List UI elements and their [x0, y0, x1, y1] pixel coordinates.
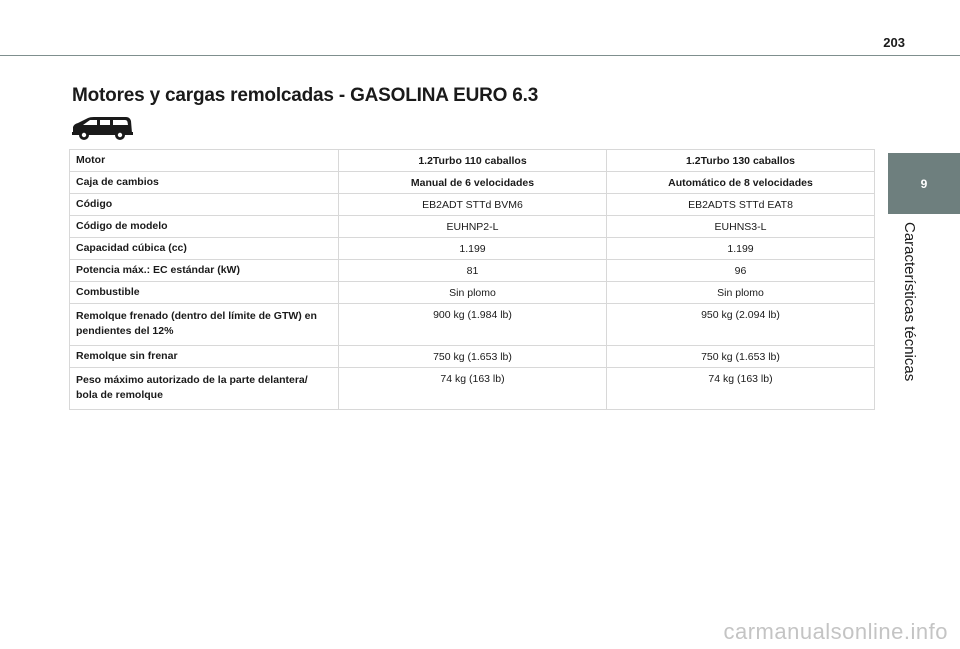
row-value: EB2ADT STTd BVM6 [339, 194, 607, 216]
header-divider [0, 55, 960, 56]
watermark: carmanualsonline.info [723, 619, 948, 644]
table-row [70, 368, 875, 410]
row-value: 74 kg (163 lb) [339, 368, 607, 410]
table-row [70, 216, 875, 238]
chapter-number: 9 [920, 176, 928, 191]
row-value: 750 kg (1.653 lb) [607, 346, 875, 368]
table-row [70, 282, 875, 304]
table-row [70, 172, 875, 194]
row-value: 1.199 [339, 238, 607, 260]
row-value: 81 [339, 260, 607, 282]
header-cell: Motor [70, 150, 339, 172]
row-label: Capacidad cúbica (cc) [70, 238, 339, 260]
row-value: 950 kg (2.094 lb) [607, 304, 875, 346]
row-value: 750 kg (1.653 lb) [339, 346, 607, 368]
row-value: 74 kg (163 lb) [607, 368, 875, 410]
row-label: Potencia máx.: EC estándar (kW) [70, 260, 339, 282]
row-value: EUHNP2-L [339, 216, 607, 238]
row-value: Sin plomo [339, 282, 607, 304]
row-label: Combustible [70, 282, 339, 304]
page-title: Motores y cargas remolcadas - GASOLINA EURO 6.3 [72, 85, 539, 106]
row-value: Sin plomo [607, 282, 875, 304]
row-value: 96 [607, 260, 875, 282]
row-value: 900 kg (1.984 lb) [339, 304, 607, 346]
header-cell: 1.2Turbo 130 caballos [607, 150, 875, 172]
table-row [70, 260, 875, 282]
row-label: Caja de cambios [70, 172, 339, 194]
page-number: 203 [883, 35, 905, 50]
row-label: Peso máximo autorizado de la parte delantera/ bola de remolque [70, 368, 339, 410]
header-cell: 1.2Turbo 110 caballos [339, 150, 607, 172]
row-value: 1.199 [607, 238, 875, 260]
table-row [70, 194, 875, 216]
row-label: Código [70, 194, 339, 216]
table-row [70, 346, 875, 368]
row-value: EUHNS3-L [607, 216, 875, 238]
table-header-row [70, 150, 875, 172]
row-label: Remolque frenado (dentro del límite de GTW) en pendientes del 12% [70, 304, 339, 346]
chapter-tab [888, 153, 960, 214]
table-row [70, 304, 875, 346]
row-label: Remolque sin frenar [70, 346, 339, 368]
engine-spec-table [69, 149, 875, 410]
van-icon [70, 113, 134, 141]
row-value: EB2ADTS STTd EAT8 [607, 194, 875, 216]
row-value: Automático de 8 velocidades [607, 172, 875, 194]
table-row [70, 238, 875, 260]
row-value: Manual de 6 velocidades [339, 172, 607, 194]
chapter-title: Características técnicas [901, 222, 918, 382]
row-label: Código de modelo [70, 216, 339, 238]
